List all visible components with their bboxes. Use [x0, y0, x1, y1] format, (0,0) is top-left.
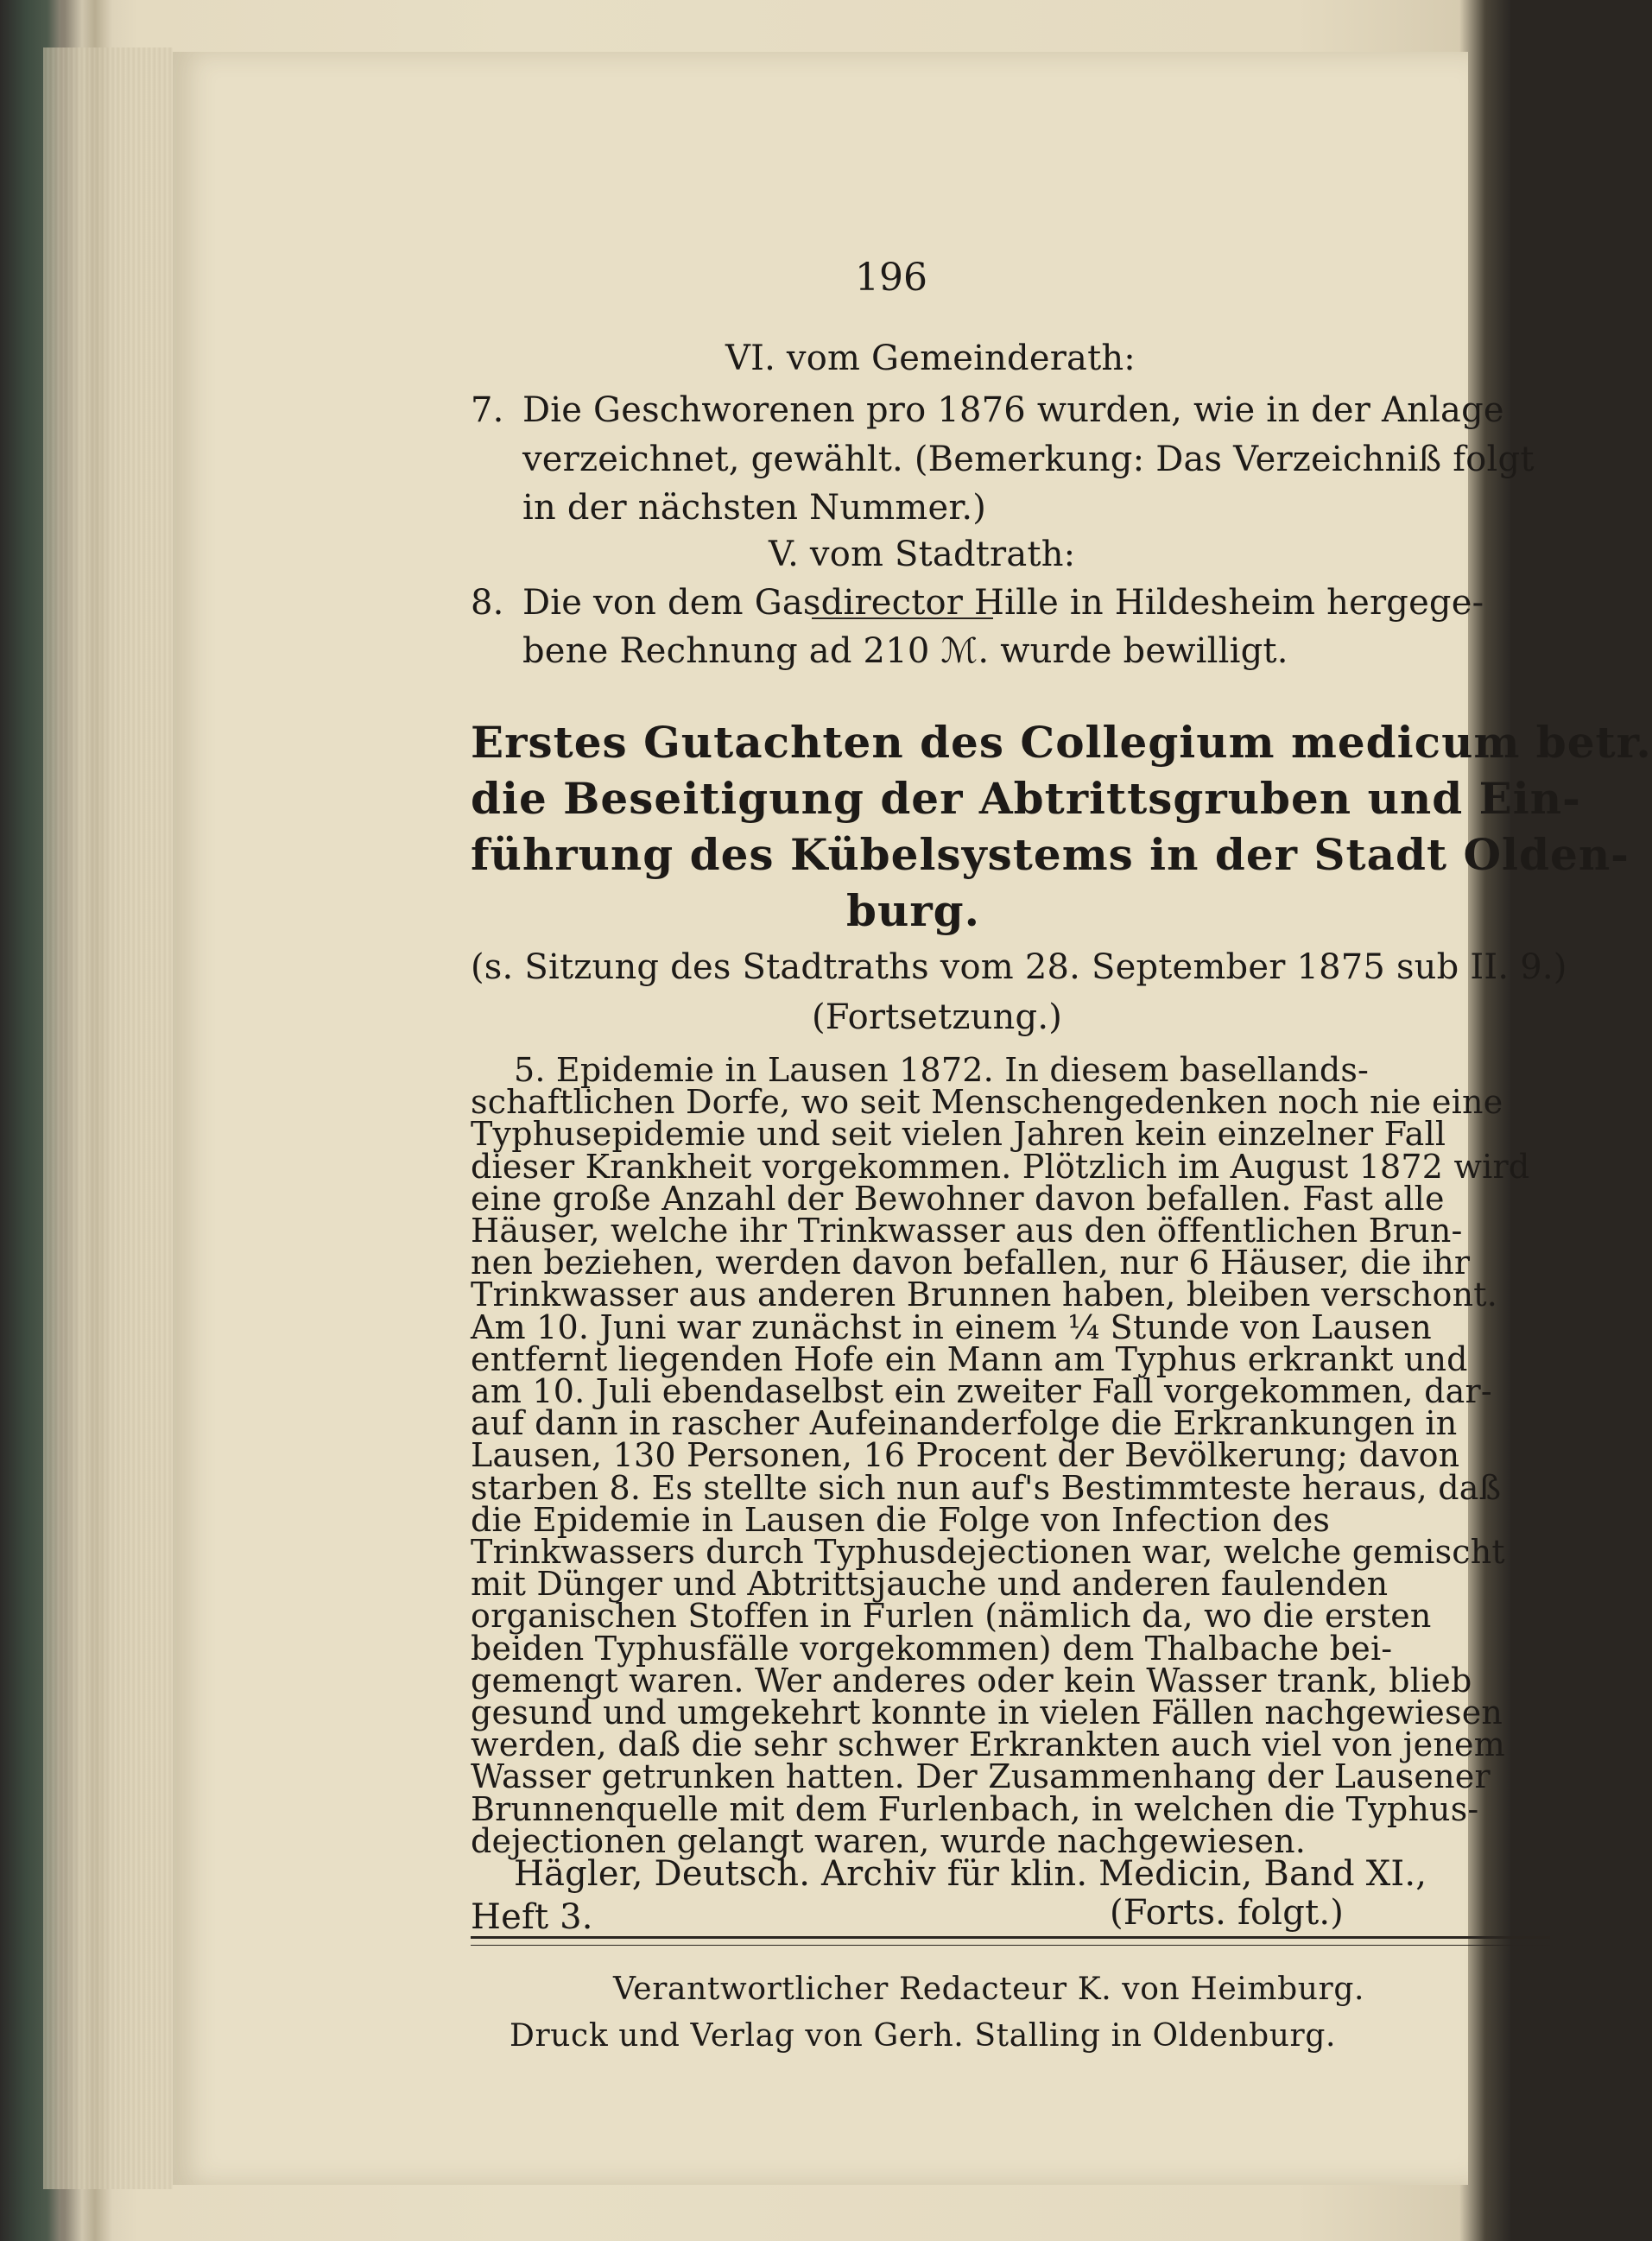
- article-body-line: starben 8. Es stellte sich nun auf's Bestimmteste heraus, daß: [471, 1469, 1502, 1507]
- article-continuation: (Fortsetzung.): [812, 997, 1063, 1037]
- item-8-line-2: bene Rechnung ad 210 ℳ. wurde bewilligt.: [522, 631, 1288, 671]
- article-body-line: entfernt liegenden Hofe ein Mann am Typhus erkrankt und: [471, 1340, 1468, 1378]
- article-body-line: schaftlichen Dorfe, wo seit Menschengedenken noch nie eine: [471, 1083, 1503, 1121]
- article-body-line: mit Dünger und Abtrittsjauche und anderen faulenden: [471, 1565, 1389, 1603]
- article-body-line: auf dann in rascher Aufeinanderfolge die Erkrankungen in: [471, 1404, 1458, 1442]
- footer-editor: Verantwortlicher Redacteur K. von Heimburg.: [613, 1972, 1365, 2007]
- section-divider: [812, 617, 993, 619]
- article-body-line: dieser Krankheit vorgekommen. Plötzlich im August 1872 wird: [471, 1148, 1530, 1186]
- article-body-line: Trinkwassers durch Typhusdejectionen war, welche gemischt: [471, 1533, 1505, 1571]
- article-body-line: werden, daß die sehr schwer Erkrankten auch viel von jenem: [471, 1725, 1505, 1763]
- article-body-line: Wasser getrunken hatten. Der Zusammenhang der Lausener: [471, 1757, 1491, 1795]
- page-edges: [43, 47, 173, 2189]
- section-heading-gemeinderat: VI. vom Gemeinderath:: [725, 339, 1136, 378]
- section-heading-stadtrat: V. vom Stadtrath:: [769, 535, 1076, 574]
- item-7-line-2: verzeichnet, gewählt. (Bemerkung: Das Verzeichniß folgt: [522, 440, 1535, 479]
- article-body-line: am 10. Juli ebendaselbst ein zweiter Fall vorgekommen, dar-: [471, 1372, 1492, 1410]
- item-number-8: 8.: [471, 583, 504, 623]
- article-body-line: Häuser, welche ihr Trinkwasser aus den öffentlichen Brun-: [471, 1212, 1463, 1250]
- article-body-line: 5. Epidemie in Lausen 1872. In diesem basellands-: [514, 1051, 1370, 1089]
- citation-heft: Heft 3.: [471, 1897, 593, 1937]
- article-body-line: eine große Anzahl der Bewohner davon befallen. Fast alle: [471, 1180, 1445, 1218]
- article-title-line-2: die Beseitigung der Abtrittsgruben und Ein-: [471, 773, 1581, 824]
- to-be-continued: (Forts. folgt.): [1110, 1893, 1345, 1933]
- article-body-line: dejectionen gelangt waren, wurde nachgewiesen.: [471, 1822, 1307, 1860]
- article-body-line: Am 10. Juni war zunächst in einem ¼ Stunde von Lausen: [471, 1308, 1432, 1346]
- article-body-line: nen beziehen, werden davon befallen, nur 6 Häuser, die ihr: [471, 1244, 1471, 1282]
- citation-line: Hägler, Deutsch. Archiv für klin. Medicin, Band XI.,: [514, 1854, 1427, 1894]
- article-title-line-1: Erstes Gutachten des Collegium medicum betr.: [471, 717, 1652, 768]
- article-body-line: Lausen, 130 Personen, 16 Procent der Bevölkerung; davon: [471, 1436, 1460, 1474]
- book-page: [173, 52, 1652, 2185]
- article-body-line: Trinkwasser aus anderen Brunnen haben, bleiben verschont.: [471, 1276, 1498, 1314]
- footer-rule-top: [471, 1936, 1550, 1939]
- article-body-line: Brunnenquelle mit dem Furlenbach, in welchen die Typhus-: [471, 1790, 1479, 1828]
- page-number: 196: [855, 256, 927, 300]
- article-body-line: die Epidemie in Lausen die Folge von Infection des: [471, 1501, 1331, 1539]
- item-7-line-3: in der nächsten Nummer.): [522, 488, 987, 528]
- article-body-line: gemengt waren. Wer anderes oder kein Wasser trank, blieb: [471, 1662, 1472, 1700]
- article-reference: (s. Sitzung des Stadtraths vom 28. September 1875 sub II. 9.): [471, 947, 1567, 987]
- article-title-line-3: führung des Kübelsystems in der Stadt Olden-: [471, 829, 1630, 880]
- article-title-line-4: burg.: [846, 885, 981, 936]
- footer-publisher: Druck und Verlag von Gerh. Stalling in Oldenburg.: [510, 2018, 1337, 2054]
- article-body-line: beiden Typhusfälle vorgekommen) dem Thalbache bei-: [471, 1630, 1393, 1668]
- item-8-line-1: Die von dem Gasdirector Hille in Hildesheim hergege-: [522, 583, 1484, 623]
- item-number-7: 7.: [471, 390, 504, 430]
- article-body-line: gesund und umgekehrt konnte in vielen Fällen nachgewiesen: [471, 1693, 1503, 1731]
- item-7-line-1: Die Geschworenen pro 1876 wurden, wie in der Anlage: [522, 390, 1504, 430]
- article-body-line: organischen Stoffen in Furlen (nämlich da, wo die ersten: [471, 1597, 1432, 1635]
- footer-rule-bottom: [471, 1945, 1550, 1946]
- article-body-line: Typhusepidemie und seit vielen Jahren kein einzelner Fall: [471, 1115, 1446, 1153]
